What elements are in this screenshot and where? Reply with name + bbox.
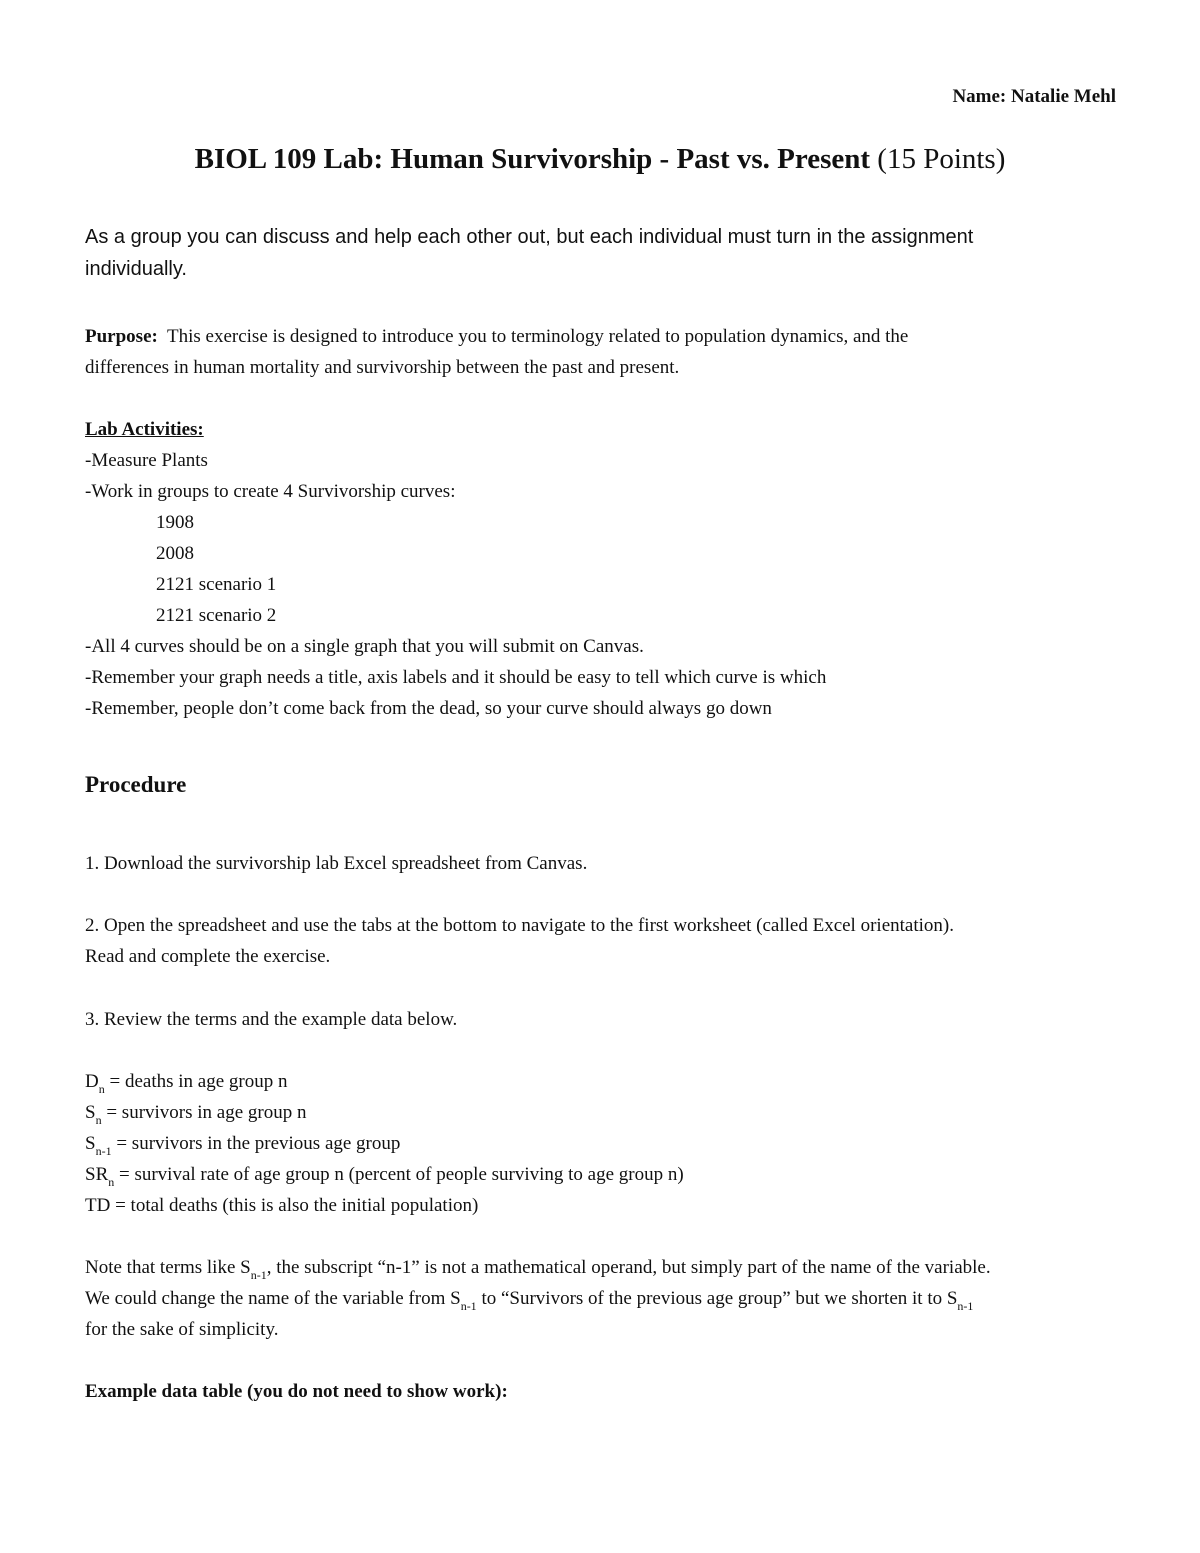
note-text: , the subscript “n-1” is not a mathematical operand, but simply part of the name of the variable.	[266, 1257, 991, 1278]
term-subscript: n	[98, 1082, 105, 1096]
note-subscript: n-1	[957, 1299, 974, 1313]
activity-note: -Remember, people don’t come back from the dead, so your curve should always go down	[85, 698, 772, 719]
curve-item: 2008	[156, 543, 194, 564]
term-symbol: S	[85, 1102, 96, 1123]
term-symbol: D	[85, 1071, 99, 1092]
term-subscript: n	[95, 1113, 102, 1127]
example-table-heading: Example data table (you do not need to show work):	[85, 1381, 508, 1402]
term-symbol: S	[85, 1133, 96, 1154]
intro-line-1: As a group you can discuss and help each other out, but each individual must turn in the assignment	[85, 226, 974, 248]
note-subscript: n-1	[460, 1299, 477, 1313]
procedure-step-1: 1. Download the survivorship lab Excel spreadsheet from Canvas.	[85, 853, 588, 874]
term-survivors	[85, 1101, 307, 1125]
term-total-deaths: TD = total deaths (this is also the initial population)	[85, 1195, 479, 1216]
note-line-3: for the sake of simplicity.	[85, 1319, 279, 1340]
curve-item: 2121 scenario 1	[156, 574, 277, 595]
procedure-step-3: 3. Review the terms and the example data below.	[85, 1009, 458, 1030]
curve-item: 1908	[156, 512, 194, 533]
procedure-step-2-line-2: Read and complete the exercise.	[85, 946, 331, 967]
term-definition: = survival rate of age group n (percent of people surviving to age group n)	[114, 1164, 684, 1185]
curve-item: 2121 scenario 2	[156, 605, 277, 626]
purpose-line-1	[85, 325, 908, 349]
note-line-1	[85, 1256, 991, 1280]
title-main: BIOL 109 Lab: Human Survivorship - Past vs. Present	[194, 143, 871, 175]
lab-activities-heading: Lab Activities:	[85, 419, 204, 440]
term-deaths	[85, 1070, 287, 1094]
term-definition: = survivors in age group n	[101, 1102, 307, 1123]
student-name: Name: Natalie Mehl	[952, 86, 1116, 107]
procedure-step-2-line-1: 2. Open the spreadsheet and use the tabs at the bottom to navigate to the first worksheet (called Excel orientation).	[85, 915, 954, 936]
term-symbol: SR	[85, 1164, 109, 1185]
procedure-heading: Procedure	[85, 772, 187, 797]
activity-item: -Measure Plants	[85, 450, 208, 471]
note-text: Note that terms like S	[85, 1257, 251, 1278]
activity-note: -All 4 curves should be on a single graph that you will submit on Canvas.	[85, 636, 644, 657]
activity-item: -Work in groups to create 4 Survivorship curves:	[85, 481, 456, 502]
note-text: to “Survivors of the previous age group” but we shorten it to S	[476, 1288, 958, 1309]
intro-line-2: individually.	[85, 258, 187, 280]
title-points: (15 Points)	[877, 143, 1006, 175]
note-text: We could change the name of the variable from S	[85, 1288, 461, 1309]
purpose-text-1: This exercise is designed to introduce you to terminology related to population dynamics, and the	[167, 326, 909, 347]
term-survival-rate	[85, 1163, 684, 1187]
note-subscript: n-1	[250, 1268, 267, 1282]
activity-note: -Remember your graph needs a title, axis labels and it should be easy to tell which curve is which	[85, 667, 827, 688]
note-line-2	[85, 1287, 973, 1311]
term-definition: = survivors in the previous age group	[111, 1133, 401, 1154]
term-subscript: n	[108, 1175, 115, 1189]
purpose-line-2: differences in human mortality and survivorship between the past and present.	[85, 357, 680, 378]
term-subscript: n-1	[95, 1144, 112, 1158]
purpose-label: Purpose:	[85, 326, 158, 347]
page-title	[0, 141, 1200, 177]
term-definition: = deaths in age group n	[104, 1071, 288, 1092]
term-previous-survivors	[85, 1132, 400, 1156]
